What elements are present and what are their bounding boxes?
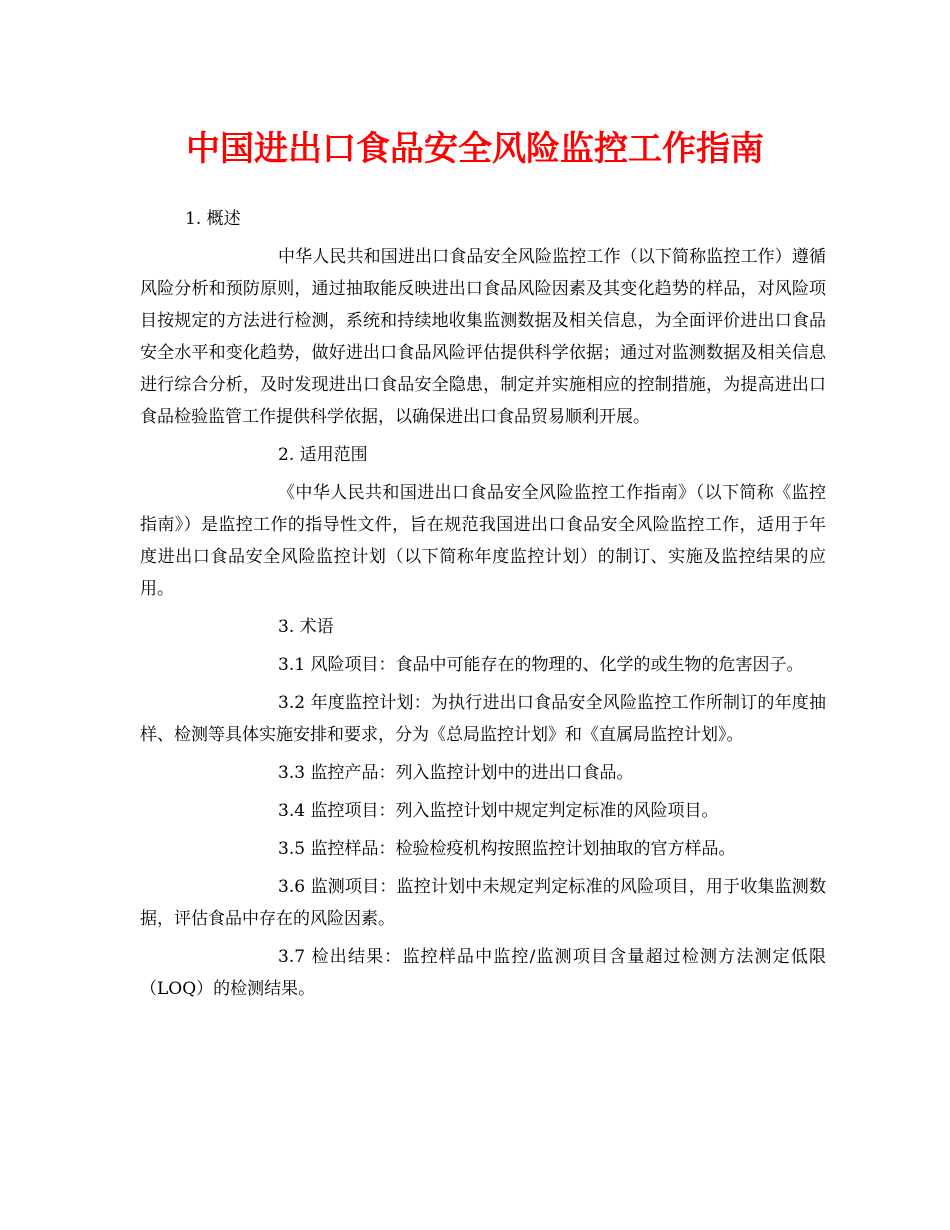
term-item: 3.7 检出结果：监控样品中监控/监测项目含量超过检测方法测定低限（LOQ）的检测结果。 (140, 947, 826, 999)
term-item: 3.3 监控产品：列入监控计划中的进出口食品。 (278, 763, 634, 783)
document-title: 中国进出口食品安全风险监控工作指南 (186, 129, 764, 169)
overview-paragraph: 中华人民共和国进出口食品安全风险监控工作（以下简称监控工作）遵循风险分析和预防原则，通过抽取能反映进出口食品风险因素及其变化趋势的样品，对风险项目按规定的方法进行检测，系统和持续地收集监测数据及相关信息，为全面评价进出口食品安全水平和变化趋势，做好进出口食品风险评估提供科学依据；通过对监测数据及相关信息进行综合分析，及时发现进出口食品安全隐患，制定并实施相应的控制措施，为提高进出口食品检验监管工作提供科学依据，以确保进出口食品贸易顺利开展。 (140, 247, 826, 427)
term-item: 3.2 年度监控计划：为执行进出口食品安全风险监控工作所制订的年度抽样、检测等具体实施安排和要求，分为《总局监控计划》和《直属局监控计划》。 (140, 693, 826, 745)
section-heading-overview: 1. 概述 (185, 209, 241, 229)
term-item: 3.4 监控项目：列入监控计划中规定判定标准的风险项目。 (278, 801, 719, 821)
document-body (140, 203, 826, 1011)
term-item: 3.1 风险项目：食品中可能存在的物理的、化学的或生物的危害因子。 (278, 655, 804, 675)
section-heading-terms: 3. 术语 (278, 617, 334, 637)
section-heading-scope: 2. 适用范围 (278, 445, 368, 465)
term-item: 3.6 监测项目：监控计划中未规定判定标准的风险项目，用于收集监测数据，评估食品中存在的风险因素。 (140, 877, 826, 929)
term-item: 3.5 监控样品：检验检疫机构按照监控计划抽取的官方样品。 (278, 839, 736, 859)
scope-paragraph: 《中华人民共和国进出口食品安全风险监控工作指南》（以下简称《监控指南》）是监控工作的指导性文件，旨在规范我国进出口食品安全风险监控工作，适用于年度进出口食品安全风险监控计划（以下简称年度监控计划）的制订、实施及监控结果的应用。 (140, 483, 826, 599)
